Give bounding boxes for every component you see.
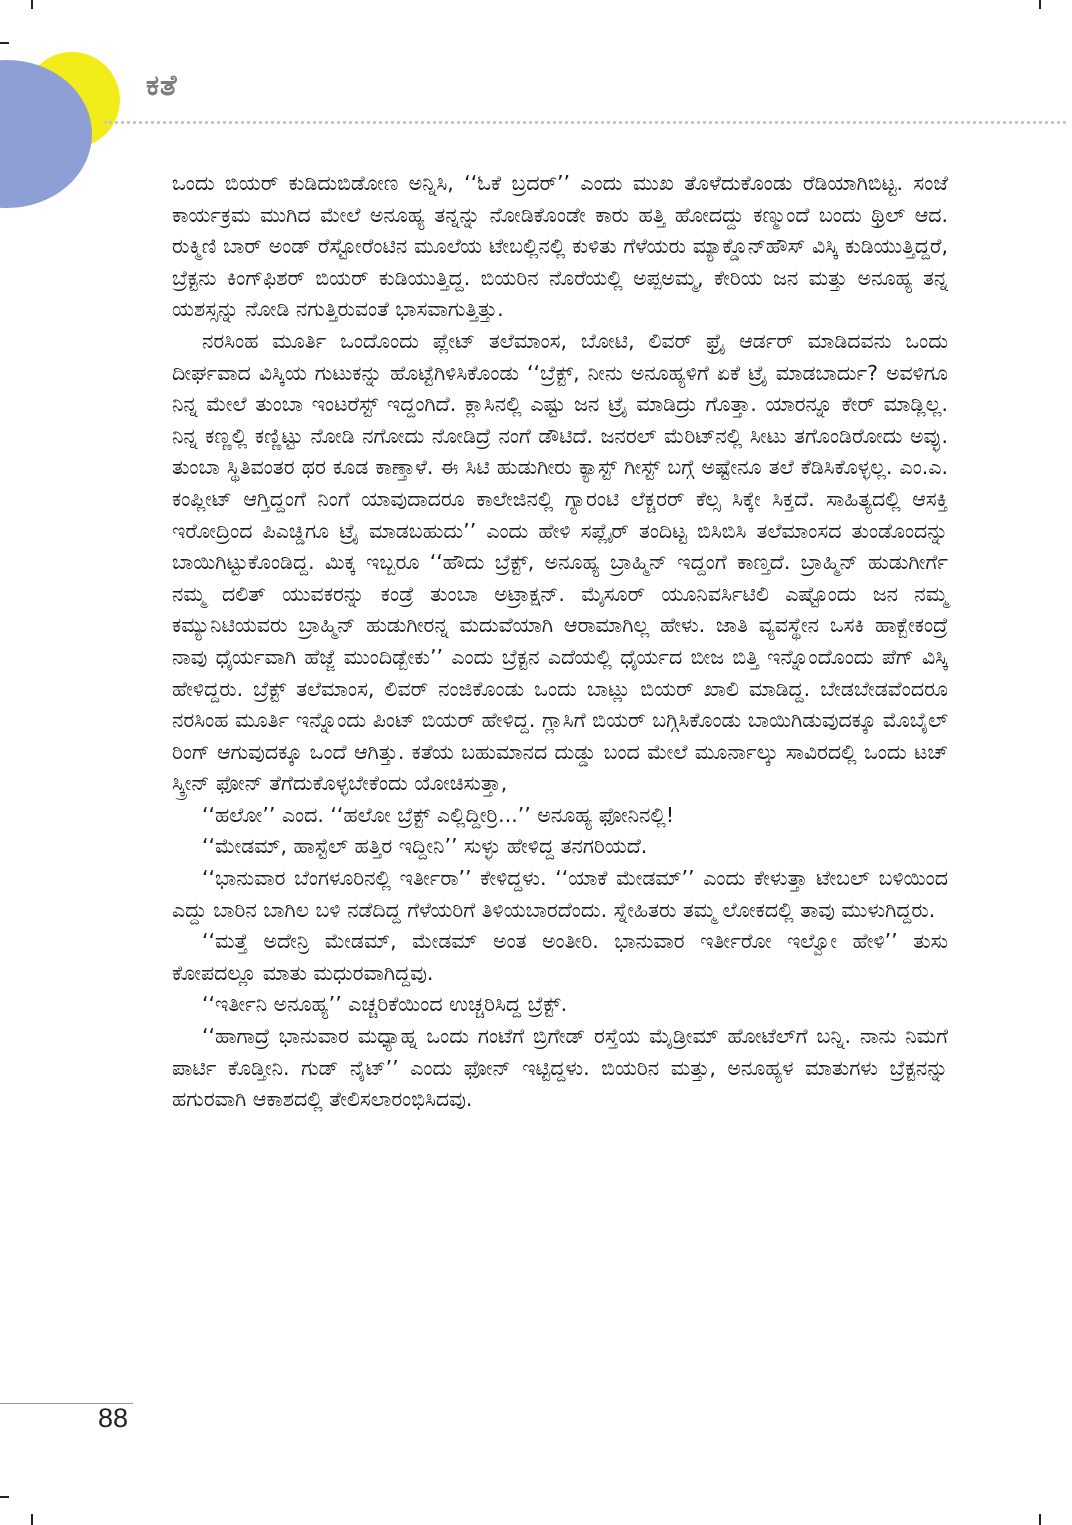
paragraph: ‘‘ಹಲೋ’’ ಎಂದ. ‘‘ಹಲೋ ಬ್ರೆಕ್ಟ್ ಎಲ್ಲಿದ್ದೀರ್ರಿ...’’ ಅನೂಹ್ಯ ಫೋನಿನಲ್ಲಿ! [202, 802, 675, 827]
paragraph: ‘‘ಮೇಡಮ್, ಹಾಸ್ಟೆಲ್ ಹತ್ತಿರ ಇದ್ದೀನಿ’’ ಸುಳ್ಳು ಹೇಳಿದ್ದ ತನಗರಿಯದೆ. [202, 834, 648, 859]
paragraph: ‘‘ಮತ್ತೆ ಅದೇನ್ರಿ ಮೇಡಮ್, ಮೇಡಮ್ ಅಂತ ಅಂತೀರಿ. ಭಾನುವಾರ ಇರ್ತೀರೋ ಇಲ್ವೋ ಹೇಳಿ’’ ತುಸು ಕೋಪದಲ್ಲೂ ಮಾತು ಮಧುರವಾಗಿದ್ದವು. [172, 929, 948, 985]
paragraph: ನರಸಿಂಹ ಮೂರ್ತಿ ಒಂದೊಂದು ಪ್ಲೇಟ್ ತಲೆಮಾಂಸ, ಬೋಟಿ, ಲಿವರ್ ಫ್ರೈ ಆರ್ಡರ್ ಮಾಡಿದವನು ಒಂದು ದೀರ್ಘವಾದ ವಿಸ್ಕಿಯ ಗುಟುಕನ್ನು ಹೊಟ್ಟೆಗಿಳಿಸಿಕೊಂಡು ‘‘ಬ್ರೆಕ್ಟ್, ನೀನು ಅನೂಹ್ಯಳಿಗೆ ಏಕೆ ಟ್ರೈ ಮಾಡಬಾರ್ದು? ಅವಳಿಗೂ ನಿನ್ನ ಮೇಲೆ ತುಂಬಾ ಇಂಟರೆಸ್ಟ್ ಇದ್ದಂಗಿದೆ. ಕ್ಲಾಸಿನಲ್ಲಿ ಎಷ್ಟು ಜನ ಟ್ರೈ ಮಾಡಿದ್ರು ಗೊತ್ತಾ. ಯಾರನ್ನೂ ಕೇರ್ ಮಾಡ್ಲಿಲ್ಲ. ನಿನ್ನ ಕಣ್ಣಲ್ಲಿ ಕಣ್ಣಿಟ್ಟು ನೋಡಿ ನಗೋದು ನೋಡಿದ್ರೆ ನಂಗೆ ಡೌಟಿದೆ. ಜನರಲ್ ಮೆರಿಟ್‌ನಲ್ಲಿ ಸೀಟು ತಗೊಂಡಿರೋದು ಅವ್ಳು. ತುಂಬಾ ಸ್ಥಿತಿವಂತರ ಥರ ಕೂಡ ಕಾಣ್ತಾಳೆ. ಈ ಸಿಟಿ ಹುಡುಗೀರು ಕ್ಯಾಸ್ಟ್ ಗೀಸ್ಟ್ ಬಗ್ಗೆ ಅಷ್ಟೇನೂ ತಲೆ ಕೆಡಿಸಿಕೊಳ್ಳಲ್ಲ. ಎಂ.ಎ. ಕಂಪ್ಲೀಟ್ ಆಗ್ತಿದ್ದಂಗೆ ನಿಂಗೆ ಯಾವುದಾದರೂ ಕಾಲೇಜಿನಲ್ಲಿ ಗ್ಯಾರಂಟಿ ಲೆಕ್ಚರರ್ ಕೆಲ್ಸ ಸಿಕ್ಕೇ ಸಿಕ್ತದೆ. ಸಾಹಿತ್ಯದಲ್ಲಿ ಆಸಕ್ತಿ ಇರೋದ್ರಿಂದ ಪಿಎಚ್ಡಿಗೂ ಟ್ರೈ ಮಾಡಬಹುದು’’ ಎಂದು ಹೇಳಿ ಸಪ್ಲೈರ್ ತಂದಿಟ್ಟ ಬಿಸಿಬಿಸಿ ತಲೆಮಾಂಸದ ತುಂಡೊಂದನ್ನು ಬಾಯಿಗಿಟ್ಟುಕೊಂಡಿದ್ದ. ಮಿಕ್ಕ ಇಬ್ಬರೂ ‘‘ಹೌದು ಬ್ರೆಕ್ಟ್, ಅನೂಹ್ಯ ಬ್ರಾಹ್ಮಿನ್ ಇದ್ದಂಗೆ ಕಾಣ್ತದೆ. ಬ್ರಾಹ್ಮಿನ್ ಹುಡುಗೀರ್ಗೆ ನಮ್ಮ ದಲಿತ್ ಯುವಕರನ್ನು ಕಂಡ್ರೆ ತುಂಬಾ ಅಟ್ರಾಕ್ಷನ್. ಮೈಸೂರ್ ಯೂನಿವರ್ಸಿಟಿಲಿ ಎಷ್ಟೊಂದು ಜನ ನಮ್ಮ ಕಮ್ಯುನಿಟಿಯವರು ಬ್ರಾಹ್ಮಿನ್ ಹುಡುಗೀರನ್ನ ಮದುವೆಯಾಗಿ ಆರಾಮಾಗಿಲ್ಲ ಹೇಳು. ಜಾತಿ ವ್ಯವಸ್ಥೇನ ಒಸಕಿ ಹಾಕ್ಬೇಕಂದ್ರೆ ನಾವು ಧೈರ್ಯವಾಗಿ ಹೆಜ್ಜೆ ಮುಂದಿಡ್ಬೇಕು’’ ಎಂದು ಬ್ರೆಕ್ಟನ ಎದೆಯಲ್ಲಿ ಧೈರ್ಯದ ಬೀಜ ಬಿತ್ತಿ ಇನ್ನೊಂದೊಂದು ಪೆಗ್ ವಿಸ್ಕಿ ಹೇಳಿದ್ದರು. ಬ್ರೆಕ್ಟ್ ತಲೆಮಾಂಸ, ಲಿವರ್ ನಂಜಿಕೊಂಡು ಒಂದು ಬಾಟ್ಲು ಬಿಯರ್ ಖಾಲಿ ಮಾಡಿದ್ದ. ಬೇಡಬೇಡವೆಂದರೂ ನರಸಿಂಹ ಮೂರ್ತಿ ಇನ್ನೊಂದು ಪಿಂಟ್ ಬಿಯರ್ ಹೇಳಿದ್ದ. ಗ್ಲಾಸಿಗೆ ಬಿಯರ್ ಬಗ್ಗಿಸಿಕೊಂಡು ಬಾಯಿಗಿಡುವುದಕ್ಕೂ ಮೊಬೈಲ್ ರಿಂಗ್ ಆಗುವುದಕ್ಕೂ ಒಂದೆ ಆಗಿತ್ತು. ಕತೆಯ ಬಹುಮಾನದ ದುಡ್ಡು ಬಂದ ಮೇಲೆ ಮೂರ್ನಾಲ್ಕು ಸಾವಿರದಲ್ಲಿ ಒಂದು ಟಚ್ ಸ್ಕ್ರೀನ್ ಫೋನ್ ತೆಗೆದುಕೊಳ್ಳಬೇಕೆಂದು ಯೋಚಿಸುತ್ತಾ, [172, 328, 948, 796]
story-body [172, 168, 948, 1116]
crop-mark [0, 1496, 9, 1498]
crop-mark [31, 1514, 33, 1525]
crop-mark [1039, 0, 1041, 9]
crop-mark [31, 0, 33, 9]
page-number: 88 [98, 1403, 129, 1433]
section-title: ಕತೆ [146, 68, 178, 102]
paragraph: ಒಂದು ಬಿಯರ್ ಕುಡಿದುಬಿಡೋಣ ಅನ್ನಿಸಿ, ‘‘ಓಕೆ ಬ್ರದರ್’’ ಎಂದು ಮುಖ ತೊಳೆದುಕೊಂಡು ರೆಡಿಯಾಗಿಬಿಟ್ಟ. ಸಂಜೆ ಕಾರ್ಯಕ್ರಮ ಮುಗಿದ ಮೇಲೆ ಅನೂಹ್ಯ ತನ್ನನ್ನು ನೋಡಿಕೊಂಡೇ ಕಾರು ಹತ್ತಿ ಹೋದದ್ದು ಕಣ್ಮುಂದೆ ಬಂದು ಥ್ರಿಲ್ ಆದ. ರುಕ್ಮಿಣಿ ಬಾರ್ ಅಂಡ್ ರೆಸ್ಟೋರೆಂಟಿನ ಮೂಲೆಯ ಟೇಬಲ್ಲಿನಲ್ಲಿ ಕುಳಿತು ಗೆಳೆಯರು ಮ್ಯಾಕ್ಡೊನ್‌ಹೌಸ್ ವಿಸ್ಕಿ ಕುಡಿಯುತ್ತಿದ್ದರೆ, ಬ್ರೆಕ್ಟನು ಕಿಂಗ್‌ಫಿಶರ್ ಬಿಯರ್ ಕುಡಿಯುತ್ತಿದ್ದ. ಬಿಯರಿನ ನೊರೆಯಲ್ಲಿ ಅಪ್ಪಅಮ್ಮ, ಕೇರಿಯ ಜನ ಮತ್ತು ಅನೂಹ್ಯ ತನ್ನ ಯಶಸ್ಸನ್ನು ನೋಡಿ ನಗುತ್ತಿರುವಂತೆ ಭಾಸವಾಗುತ್ತಿತ್ತು. [172, 171, 948, 322]
paragraph: ‘‘ಇರ್ತೀನಿ ಅನೂಹ್ಯ’’ ಎಚ್ಚರಿಕೆಯಿಂದ ಉಚ್ಚರಿಸಿದ್ದ ಬ್ರೆಕ್ಟ್. [202, 992, 568, 1017]
crop-mark [0, 42, 9, 44]
crop-mark [1039, 1514, 1041, 1525]
header-dotted-rule [104, 121, 1066, 124]
paragraph: ‘‘ಭಾನುವಾರ ಬೆಂಗಳೂರಿನಲ್ಲಿ ಇರ್ತೀರಾ’’ ಕೇಳಿದ್ದಳು. ‘‘ಯಾಕೆ ಮೇಡಮ್’’ ಎಂದು ಕೇಳುತ್ತಾ ಟೇಬಲ್ ಬಳಿಯಿಂದ ಎದ್ದು ಬಾರಿನ ಬಾಗಿಲ ಬಳಿ ನಡೆದಿದ್ದ ಗೆಳೆಯರಿಗೆ ತಿಳಿಯಬಾರದೆಂದು. ಸ್ನೇಹಿತರು ತಮ್ಮ ಲೋಕದಲ್ಲಿ ತಾವು ಮುಳುಗಿದ್ದರು. [172, 866, 948, 922]
paragraph: ‘‘ಹಾಗಾದ್ರೆ ಭಾನುವಾರ ಮಧ್ಯಾಹ್ನ ಒಂದು ಗಂಟೆಗೆ ಬ್ರಿಗೇಡ್ ರಸ್ತೆಯ ಮೈಡ್ರೀಮ್ ಹೋಟೆಲ್‌ಗೆ ಬನ್ನಿ. ನಾನು ನಿಮಗೆ ಪಾರ್ಟಿ ಕೊಡ್ತೀನಿ. ಗುಡ್ ನೈಟ್’’ ಎಂದು ಫೋನ್ ಇಟ್ಟಿದ್ದಳು. ಬಿಯರಿನ ಮತ್ತು, ಅನೂಹ್ಯಳ ಮಾತುಗಳು ಬ್ರೆಕ್ಟನನ್ನು ಹಗುರವಾಗಿ ಆಕಾಶದಲ್ಲಿ ತೇಲಿಸಲಾರಂಭಿಸಿದವು. [172, 1024, 948, 1112]
